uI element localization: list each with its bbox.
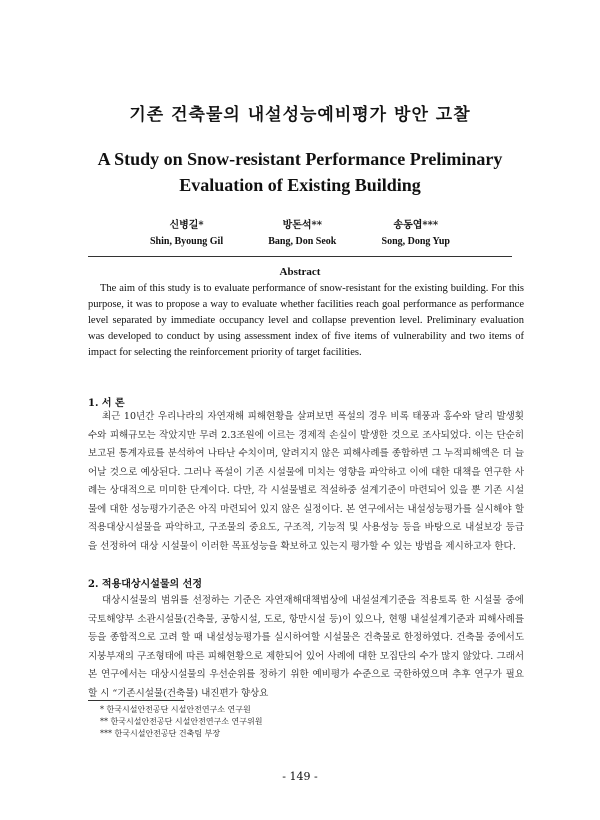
footnote-2: ** 한국시설안전공단 시설안전연구소 연구위원 [100, 717, 263, 726]
section-1-text: 최근 10년간 우리나라의 자연재해 피해현황을 살펴보면 폭설의 경우 비록 태풍과 홍수와 달리 발생횟수와 피해규모는 작았지만 무려 2.3조원에 이르는 경제적 손실이 발생한 것으로 조사되었다. 이는 단순히 보고된 통계자료를 분석하여 나타난 수치이며, 알려지지 않은 피해사례를 종합하면 그 누적피해액은 더 늘어날 것으로 예상된다. 그러나 폭설이 기존 시설물에 미치는 영향을 파악하고 이에 대한 대책을 연구한 사례는 상대적으로 미미한 단계이다. 다만, 각 시설물별로 적설하중 설계기준이 마련되어 있을 뿐 기존 시설물에 대한 성능평가기준은 아직 마련되어 있지 않은 실정이다. 본 연구에서는 내설성능평가를 실시해야 할 적용대상시설물을 파악하고, 구조물의 중요도, 구조적, 기능적 및 사용성능 등을 바탕으로 내설보강 등급을 선정하여 대상 시설물이 이러한 목표성능을 확보하고 있는지 평가할 수 있는 방법을 제시하고자 한다. [88, 411, 524, 552]
author-3 [382, 218, 450, 250]
abstract-text: The aim of this study is to evaluate performance of snow-resistant for the existing building. For this purpose, it was to propose a way to evaluate whether facilities reach goal performance as performance level separated by immediate occupancy level and collapse prevention level. Preliminary evaluation was developed to conduct by using assessment index of five items of vulnerability and two items of impact for selecting the reinforcement priority of target facilities. [88, 283, 524, 358]
author-3-name-en: Song, Dong Yup [381, 236, 450, 247]
author-1-name-en: Shin, Byoung Gil [150, 236, 224, 247]
title-en-line-2: Evaluation of Existing Building [179, 175, 421, 195]
abstract-heading: Abstract [279, 266, 321, 278]
author-2-name-en: Bang, Don Seok [268, 236, 337, 247]
title-en-line-1: A Study on Snow-resistant Performance Preliminary [97, 149, 503, 169]
author-list [150, 218, 450, 250]
footnote-3: *** 한국시설안전공단 건축팀 부장 [100, 729, 221, 738]
paper-title-korean: 기존 건축물의 내설성능예비평가 방안 고찰 [129, 105, 471, 125]
footnote-divider [88, 700, 184, 701]
author-2-name-ko: 방돈석** [282, 220, 323, 231]
page-number: - 149 - [282, 770, 318, 783]
paper-title-english [60, 146, 540, 198]
section-1-heading: 1. 서 론 [88, 398, 125, 409]
footnotes [100, 704, 262, 740]
section-2-text: 대상시설물의 범위를 선정하는 기준은 자연재해대책법상에 내설설계기준을 적용토록 한 시설물 중에 국토해양부 소관시설물(건축물, 공항시설, 도로, 항만시설 등)이 있으나, 현행 내설설계기준과 피해사례를 등을 종합적으로 고려 할 때 내설성능평가를 실시하여할 시설물은 건축물로 한정하였다. 건축물 중에서도 지붕부재의 구조형태에 따른 피해현황으로 제한되어 있어 사례에 대한 모집단의 수가 많지 않았다. 그래서 본 연구에서는 대상시설물의 우선순위를 정하기 위한 예비평가 수준으로 국한하였으며 추후 연구가 필요할 시 “기존시설물(건축물) 내진편가 향상요 [88, 595, 524, 699]
author-3-name-ko: 송동엽*** [393, 220, 439, 231]
footnote-1: * 한국시설안전공단 시설안전연구소 연구원 [100, 705, 251, 714]
author-2 [268, 218, 336, 250]
header-divider [88, 256, 512, 257]
author-1-name-ko: 신병길* [169, 220, 204, 231]
section-2-heading: 2. 적용대상시설물의 선정 [88, 579, 203, 590]
author-1 [150, 218, 223, 250]
